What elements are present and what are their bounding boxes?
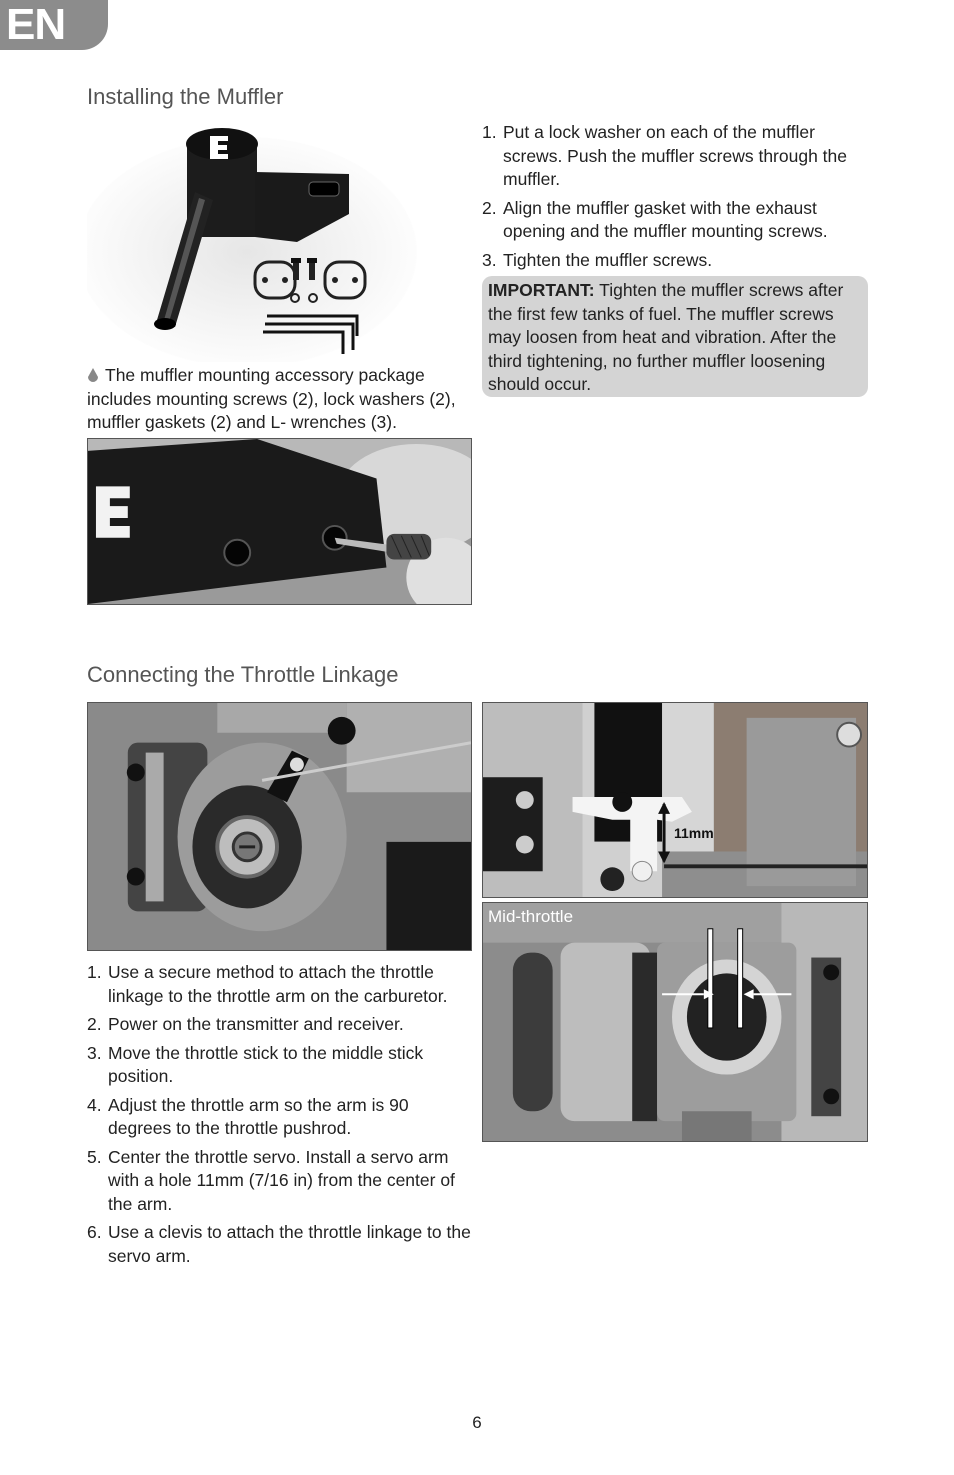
list-item: 3. Tighten the muffler screws. xyxy=(482,249,713,270)
dimension-label: 11mm xyxy=(674,825,714,841)
mid-throttle-label: Mid-throttle xyxy=(488,907,574,926)
list-item: 1. Use a secure method to attach the throttle linkage to the throttle arm on the carburetor. xyxy=(87,962,448,1006)
list-item: 4. Adjust the throttle arm so the arm is 90 degrees to the throttle pushrod. xyxy=(87,1094,409,1138)
important-label: IMPORTANT: xyxy=(488,280,595,300)
note-icon xyxy=(87,368,99,382)
servo-arm-photo xyxy=(482,702,868,898)
muffler-steps xyxy=(482,121,868,277)
section-title-muffler: Installing the Muffler xyxy=(87,84,284,109)
muffler-kit-caption xyxy=(87,364,457,435)
muffler-install-photo xyxy=(87,438,472,605)
list-item: 5. Center the throttle servo. Install a servo arm with a hole 11mm (7/16 in) from the center of the arm. xyxy=(87,1146,455,1214)
important-note xyxy=(482,276,868,397)
throttle-steps xyxy=(87,961,472,1273)
section-title-throttle: Connecting the Throttle Linkage xyxy=(87,662,399,687)
mid-throttle-photo xyxy=(482,902,868,1142)
muffler-kit-photo xyxy=(87,122,467,362)
list-item: 2. Align the muffler gasket with the exhaust opening and the muffler mounting screws. xyxy=(482,197,828,241)
list-item: 6. Use a clevis to attach the throttle linkage to the servo arm. xyxy=(87,1222,471,1266)
list-item: 3. Move the throttle stick to the middle stick position. xyxy=(87,1042,424,1086)
carburetor-photo xyxy=(87,702,472,951)
page-number: 6 xyxy=(472,1413,482,1432)
list-item: 1. Put a lock washer on each of the muffler screws. Push the muffler screws through the muffler. xyxy=(482,122,847,189)
list-item: 2. Power on the transmitter and receiver. xyxy=(87,1014,404,1034)
caption-text: The muffler mounting accessory package includes mounting screws (2), lock washers (2), muffler gaskets (2) and L- wrenches (3). xyxy=(87,365,456,432)
language-tab: EN xyxy=(0,0,108,50)
important-text: Tighten the muffler screws after the first few tanks of fuel. The muffler screws may loosen from heat and vibration. After the third tightening, no further muffler loosening should occur. xyxy=(488,280,844,394)
